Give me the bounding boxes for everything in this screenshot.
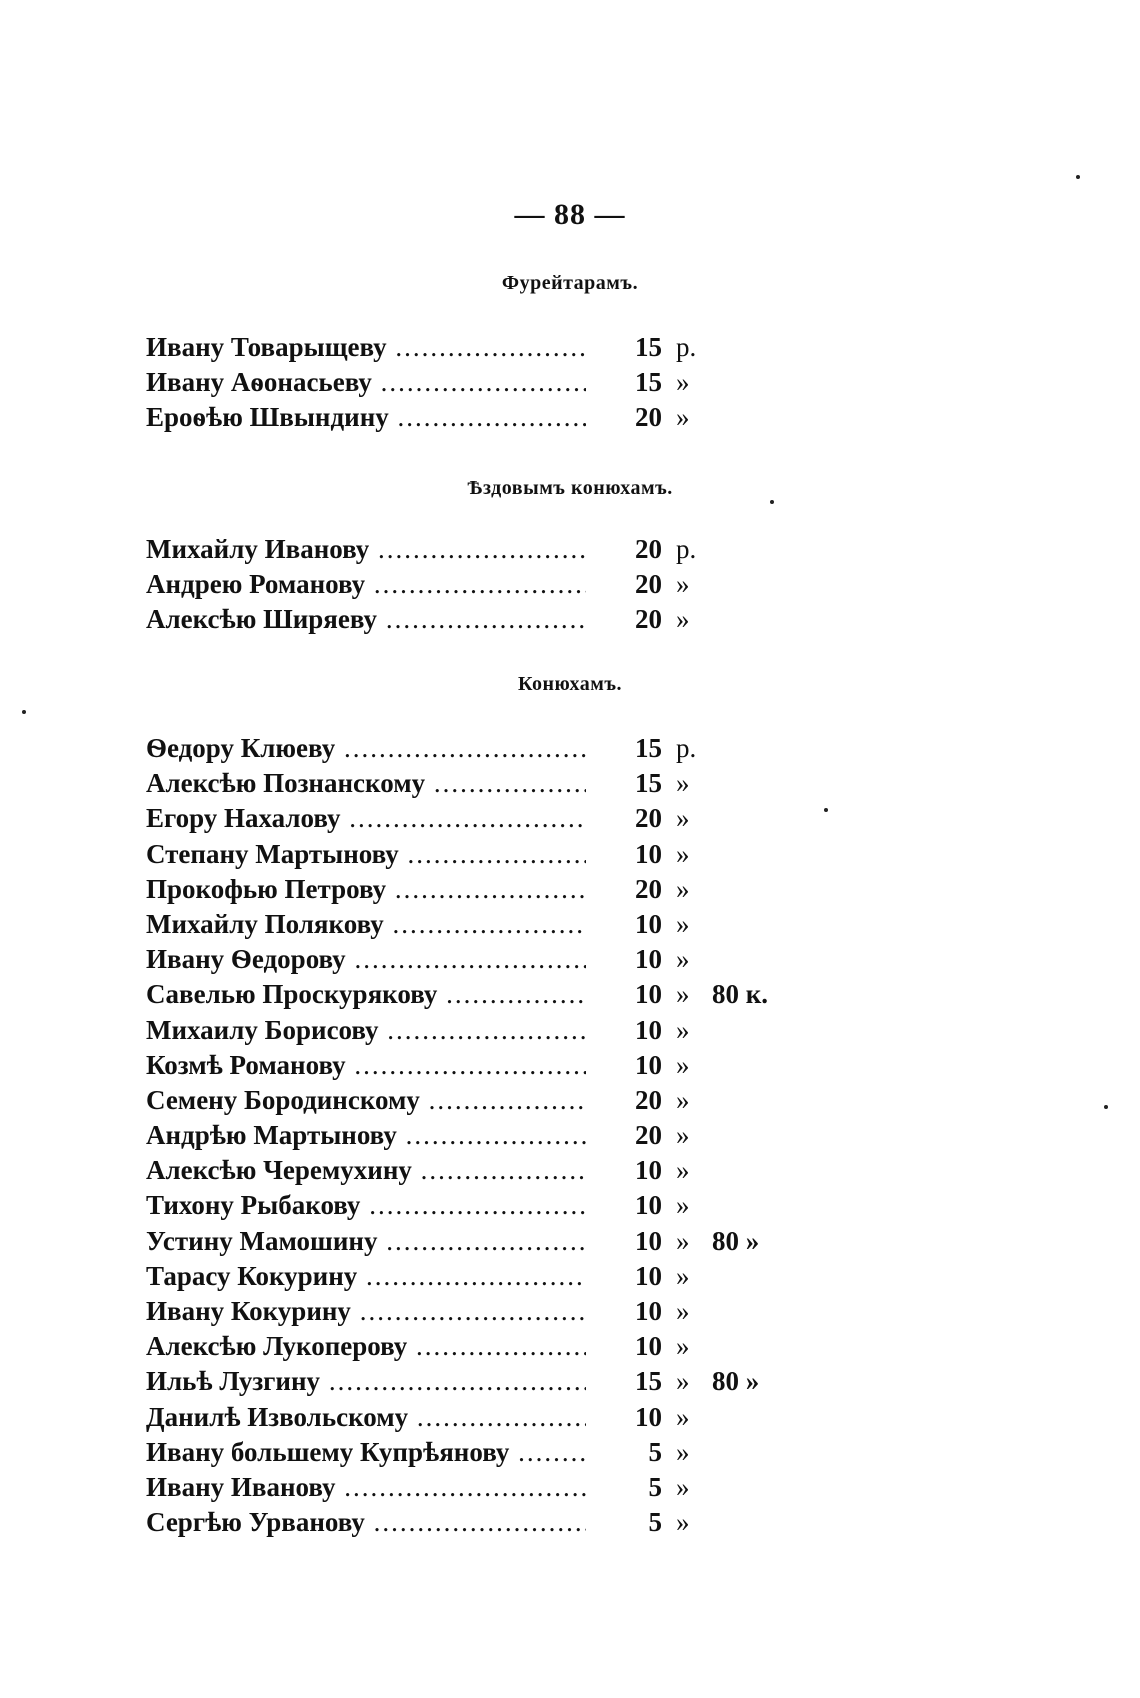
scan-speck	[22, 710, 26, 714]
unit: »	[676, 1260, 690, 1291]
unit: »	[676, 1471, 690, 1502]
extra-amount: 80 »	[712, 1225, 760, 1256]
unit: »	[676, 838, 690, 869]
amount: 15	[635, 332, 662, 362]
unit: »	[676, 604, 690, 635]
scan-speck	[1076, 175, 1080, 179]
amount: 10	[635, 838, 662, 869]
unit: р.	[676, 534, 697, 564]
list-item	[146, 1188, 846, 1223]
page-number: — 88 —	[514, 198, 626, 231]
amount: 15	[635, 733, 662, 763]
unit: »	[676, 803, 690, 834]
unit: »	[676, 1190, 690, 1221]
amount: 20	[635, 803, 662, 834]
section-title-grooms: Конюхамъ.	[517, 673, 623, 695]
amount: 20	[635, 873, 662, 904]
unit: »	[676, 768, 690, 799]
list-item	[146, 1435, 846, 1470]
list-item	[146, 1364, 846, 1399]
person-name: Михайлу Иванову .....	[146, 532, 586, 567]
person-name: Алексѣю Лукоперову .....	[146, 1329, 586, 1364]
unit: »	[676, 1507, 690, 1538]
amount: 20	[635, 1084, 662, 1115]
person-name: Савелью Проскурякову .....	[146, 977, 586, 1012]
amount: 10	[635, 1260, 662, 1291]
list-item	[146, 602, 846, 637]
unit: »	[676, 1225, 690, 1256]
unit: »	[676, 1401, 690, 1432]
amount: 15	[635, 367, 662, 398]
person-name: Алексѣю Ширяеву .....	[146, 602, 586, 637]
list-item	[146, 731, 846, 766]
section-riding-grooms	[146, 532, 846, 638]
extra-amount: 80 »	[712, 1366, 760, 1397]
list-item	[146, 801, 846, 836]
person-name: Ивану Ѳедорову .....	[146, 942, 586, 977]
list-item	[146, 977, 846, 1012]
list-item	[146, 567, 846, 602]
person-name: Андрѣю Мартынову .....	[146, 1118, 586, 1153]
section-grooms	[146, 731, 846, 1540]
list-item	[146, 1118, 846, 1153]
section-postilions	[146, 330, 846, 436]
amount: 5	[648, 1507, 662, 1538]
unit: »	[676, 367, 690, 398]
list-item	[146, 1083, 846, 1118]
person-name: Михайлу Полякову .....	[146, 907, 586, 942]
unit: »	[676, 1014, 690, 1045]
unit: »	[676, 873, 690, 904]
unit: »	[676, 1436, 690, 1467]
amount: 20	[635, 1120, 662, 1151]
list-item	[146, 1048, 846, 1083]
unit: »	[676, 1296, 690, 1326]
list-item	[146, 1153, 846, 1188]
amount: 10	[635, 979, 662, 1010]
person-name: Ивану Аѳонасьеву .....	[146, 365, 586, 400]
unit: »	[676, 569, 690, 600]
person-name: Алексѣю Познанскому .....	[146, 766, 586, 801]
list-item	[146, 400, 846, 435]
unit: »	[676, 1049, 690, 1080]
person-name: Ивану Иванову .....	[146, 1470, 586, 1505]
list-item	[146, 942, 846, 977]
list-item	[146, 1013, 846, 1048]
person-name: Прокофью Петрову .....	[146, 872, 586, 907]
amount: 20	[635, 569, 662, 600]
list-item	[146, 1505, 846, 1540]
person-name: Егору Нахалову .....	[146, 801, 586, 836]
unit: »	[676, 908, 690, 939]
person-name: Ивану большему Купрѣянову .....	[146, 1435, 586, 1470]
list-item	[146, 330, 846, 365]
scan-speck	[1104, 1105, 1108, 1109]
person-name: Тихону Рыбакову .....	[146, 1188, 586, 1223]
unit: »	[676, 1155, 690, 1186]
amount: 5	[648, 1471, 662, 1502]
section-title-riding-grooms: Ѣздовымъ конюхамъ.	[467, 477, 673, 499]
person-name: Ероѳѣю Швындину .....	[146, 400, 586, 435]
unit: »	[676, 979, 690, 1010]
list-item	[146, 837, 846, 872]
list-item	[146, 907, 846, 942]
list-item	[146, 1294, 846, 1329]
amount: 10	[635, 1331, 662, 1362]
list-item	[146, 766, 846, 801]
person-name: Тарасу Кокурину .....	[146, 1259, 586, 1294]
person-name: Михаилу Борисову .....	[146, 1013, 586, 1048]
amount: 10	[635, 1049, 662, 1080]
amount: 20	[635, 402, 662, 433]
person-name: Семену Бородинскому .....	[146, 1083, 586, 1118]
list-item	[146, 532, 846, 567]
person-name: Устину Мамошину .....	[146, 1224, 586, 1259]
amount: 10	[635, 944, 662, 975]
amount: 20	[635, 534, 662, 564]
person-name: Ѳедору Клюеву .....	[146, 731, 586, 766]
amount: 15	[635, 768, 662, 799]
extra-amount: 80 к.	[712, 979, 769, 1010]
amount: 10	[635, 1296, 662, 1326]
list-item	[146, 872, 846, 907]
person-name: Ивану Кокурину .....	[146, 1294, 586, 1329]
scan-speck	[770, 500, 774, 504]
amount: 10	[635, 1014, 662, 1045]
amount: 20	[635, 604, 662, 635]
unit: »	[676, 1366, 690, 1397]
person-name: Степану Мартынову .....	[146, 837, 586, 872]
person-name: Ивану Товарыщеву .....	[146, 330, 586, 365]
unit: »	[676, 1120, 690, 1151]
amount: 10	[635, 1225, 662, 1256]
unit: р.	[676, 332, 697, 362]
person-name: Данилѣ Извольскому .....	[146, 1400, 586, 1435]
amount: 15	[635, 1366, 662, 1397]
section-title-postilions: Фурейтарамъ.	[501, 272, 639, 294]
unit: »	[676, 402, 690, 433]
list-item	[146, 1329, 846, 1364]
list-item	[146, 365, 846, 400]
list-item	[146, 1400, 846, 1435]
unit: »	[676, 944, 690, 975]
unit: »	[676, 1084, 690, 1115]
amount: 10	[635, 1401, 662, 1432]
list-item	[146, 1259, 846, 1294]
person-name: Козмѣ Романову .....	[146, 1048, 586, 1083]
amount: 10	[635, 1190, 662, 1221]
amount: 10	[635, 908, 662, 939]
person-name: Андрею Романову .....	[146, 567, 586, 602]
unit: »	[676, 1331, 690, 1362]
person-name: Алексѣю Черемухину .....	[146, 1153, 586, 1188]
list-item	[146, 1224, 846, 1259]
person-name: Ильѣ Лузгину .....	[146, 1364, 586, 1399]
amount: 5	[648, 1436, 662, 1467]
person-name: Сергѣю Урванову .....	[146, 1505, 586, 1540]
unit: р.	[676, 733, 697, 763]
list-item	[146, 1470, 846, 1505]
scan-speck	[824, 808, 828, 812]
amount: 10	[635, 1155, 662, 1186]
